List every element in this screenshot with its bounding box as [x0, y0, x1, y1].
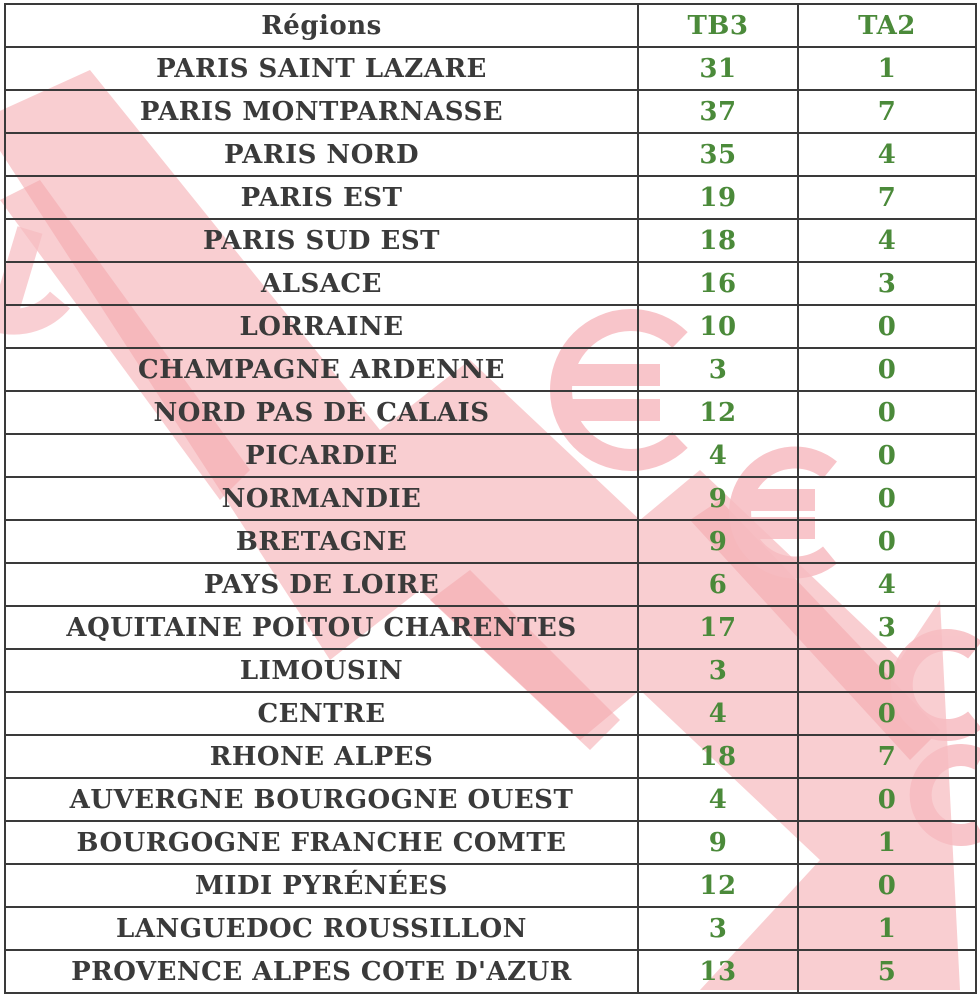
table-row: [5, 477, 976, 520]
table-row: [5, 950, 976, 993]
ta2-cell: 1: [798, 821, 976, 864]
ta2-cell: 0: [798, 434, 976, 477]
tb3-cell: 3: [638, 649, 798, 692]
ta2-cell: 0: [798, 520, 976, 563]
table-row: [5, 47, 976, 90]
table-row: [5, 305, 976, 348]
table-row: [5, 219, 976, 262]
tb3-cell: 9: [638, 520, 798, 563]
table-row: [5, 520, 976, 563]
ta2-cell: 0: [798, 778, 976, 821]
tb3-cell: 4: [638, 692, 798, 735]
table-row: [5, 563, 976, 606]
table-row: [5, 90, 976, 133]
region-cell: PARIS SAINT LAZARE: [5, 47, 638, 90]
ta2-cell: 4: [798, 563, 976, 606]
ta2-cell: 7: [798, 735, 976, 778]
ta2-cell: 3: [798, 606, 976, 649]
region-cell: PICARDIE: [5, 434, 638, 477]
region-cell: AUVERGNE BOURGOGNE OUEST: [5, 778, 638, 821]
region-cell: CENTRE: [5, 692, 638, 735]
region-cell: PARIS SUD EST: [5, 219, 638, 262]
ta2-cell: 0: [798, 692, 976, 735]
header-tb3: TB3: [638, 4, 798, 47]
tb3-cell: 3: [638, 348, 798, 391]
region-cell: MIDI PYRÉNÉES: [5, 864, 638, 907]
region-cell: LANGUEDOC ROUSSILLON: [5, 907, 638, 950]
region-cell: ALSACE: [5, 262, 638, 305]
regions-table: [4, 3, 977, 994]
table-row: [5, 821, 976, 864]
region-cell: PAYS DE LOIRE: [5, 563, 638, 606]
region-cell: BRETAGNE: [5, 520, 638, 563]
ta2-cell: 1: [798, 907, 976, 950]
ta2-cell: 4: [798, 219, 976, 262]
tb3-cell: 9: [638, 821, 798, 864]
tb3-cell: 12: [638, 864, 798, 907]
header-regions: Régions: [5, 4, 638, 47]
tb3-cell: 18: [638, 735, 798, 778]
region-cell: RHONE ALPES: [5, 735, 638, 778]
region-cell: PARIS EST: [5, 176, 638, 219]
ta2-cell: 0: [798, 348, 976, 391]
ta2-cell: 1: [798, 47, 976, 90]
region-cell: LIMOUSIN: [5, 649, 638, 692]
table-row: [5, 606, 976, 649]
region-cell: BOURGOGNE FRANCHE COMTE: [5, 821, 638, 864]
tb3-cell: 3: [638, 907, 798, 950]
tb3-cell: 37: [638, 90, 798, 133]
ta2-cell: 0: [798, 305, 976, 348]
ta2-cell: 0: [798, 864, 976, 907]
table-row: [5, 907, 976, 950]
region-cell: PARIS MONTPARNASSE: [5, 90, 638, 133]
tb3-cell: 9: [638, 477, 798, 520]
region-cell: NORD PAS DE CALAIS: [5, 391, 638, 434]
table-header-row: [5, 4, 976, 47]
tb3-cell: 35: [638, 133, 798, 176]
ta2-cell: 0: [798, 391, 976, 434]
table-row: [5, 391, 976, 434]
tb3-cell: 12: [638, 391, 798, 434]
tb3-cell: 19: [638, 176, 798, 219]
tb3-cell: 4: [638, 778, 798, 821]
region-cell: CHAMPAGNE ARDENNE: [5, 348, 638, 391]
table-row: [5, 692, 976, 735]
ta2-cell: 7: [798, 176, 976, 219]
table-row: [5, 434, 976, 477]
table-row: [5, 262, 976, 305]
ta2-cell: 3: [798, 262, 976, 305]
tb3-cell: 17: [638, 606, 798, 649]
ta2-cell: 4: [798, 133, 976, 176]
ta2-cell: 0: [798, 477, 976, 520]
tb3-cell: 18: [638, 219, 798, 262]
table-row: [5, 735, 976, 778]
table-row: [5, 778, 976, 821]
region-cell: PROVENCE ALPES COTE D'AZUR: [5, 950, 638, 993]
table-row: [5, 176, 976, 219]
tb3-cell: 6: [638, 563, 798, 606]
tb3-cell: 13: [638, 950, 798, 993]
table-row: [5, 649, 976, 692]
ta2-cell: 7: [798, 90, 976, 133]
header-ta2: TA2: [798, 4, 976, 47]
region-cell: AQUITAINE POITOU CHARENTES: [5, 606, 638, 649]
tb3-cell: 31: [638, 47, 798, 90]
table-row: [5, 133, 976, 176]
ta2-cell: 0: [798, 649, 976, 692]
tb3-cell: 4: [638, 434, 798, 477]
region-cell: LORRAINE: [5, 305, 638, 348]
table-row: [5, 348, 976, 391]
region-cell: NORMANDIE: [5, 477, 638, 520]
region-cell: PARIS NORD: [5, 133, 638, 176]
ta2-cell: 5: [798, 950, 976, 993]
tb3-cell: 16: [638, 262, 798, 305]
tb3-cell: 10: [638, 305, 798, 348]
table-row: [5, 864, 976, 907]
